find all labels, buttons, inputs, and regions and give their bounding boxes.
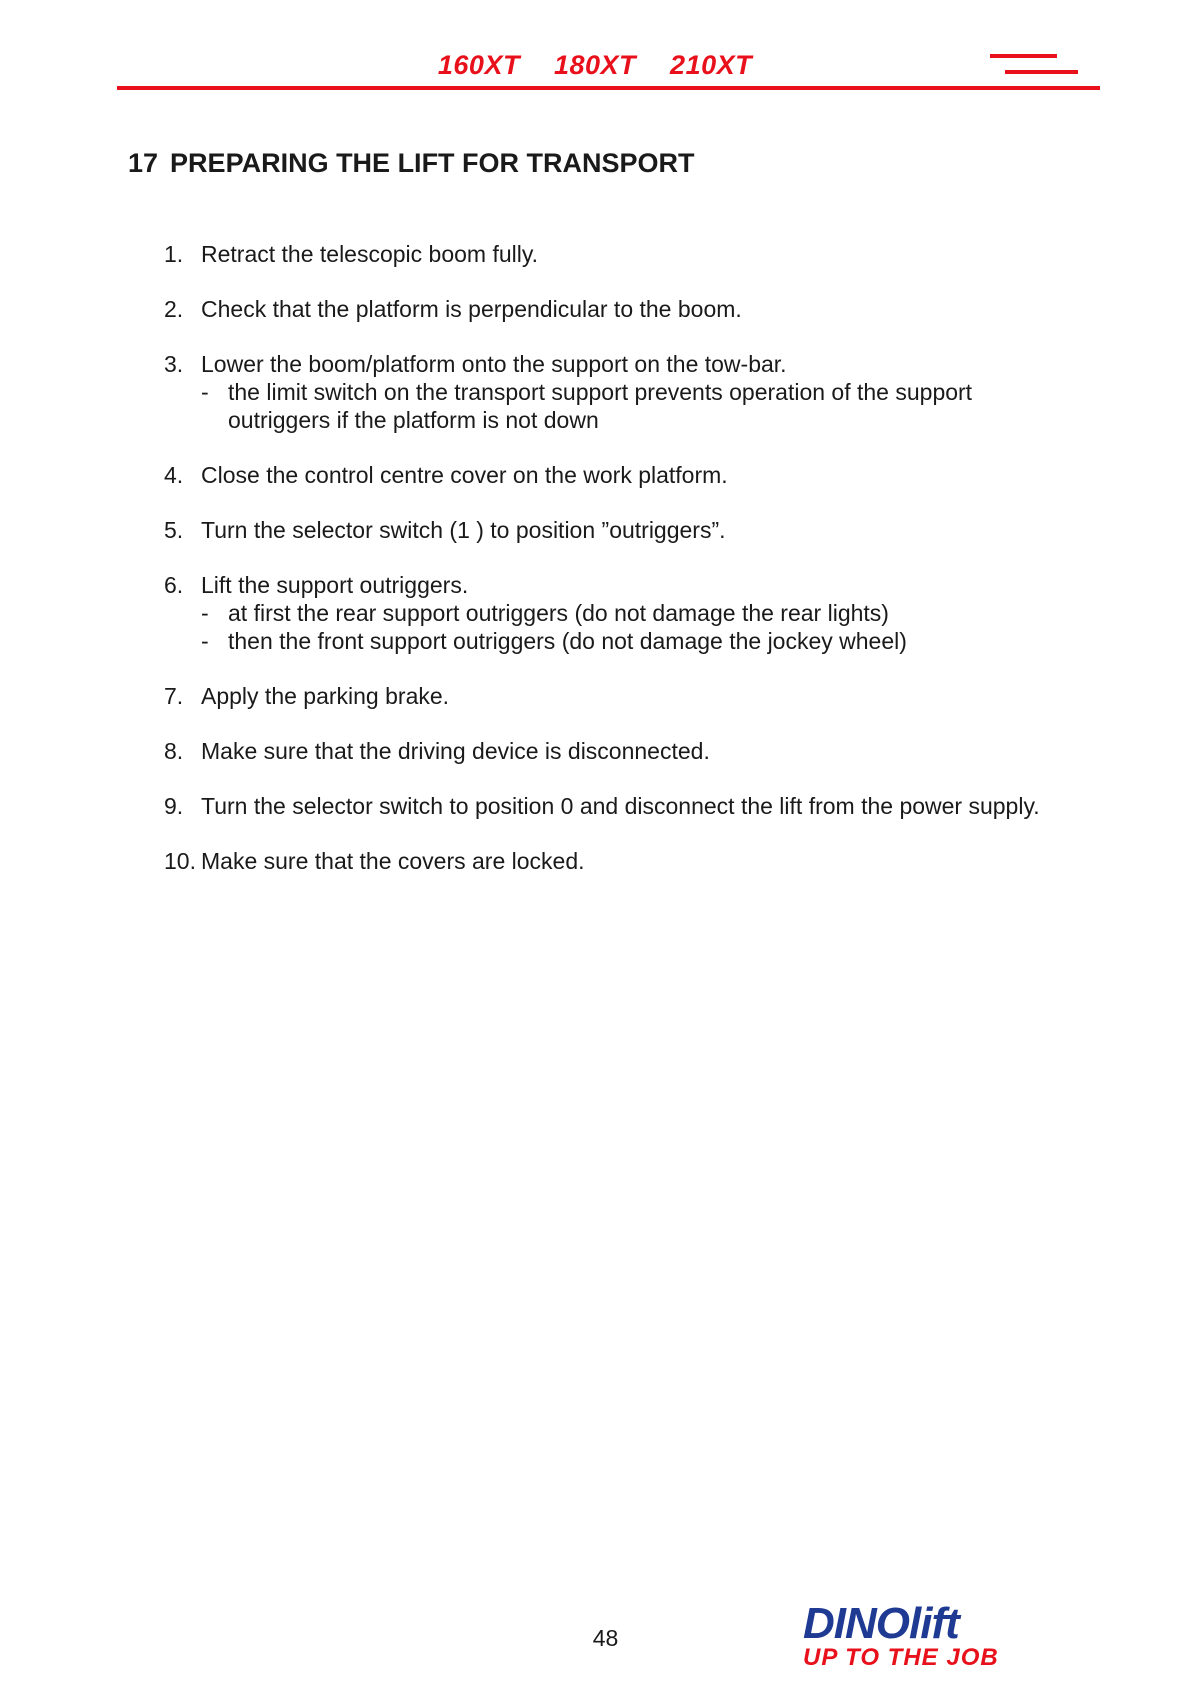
step-text: Retract the telescopic boom fully. [201, 241, 539, 267]
section-number: 17 [128, 148, 159, 178]
step-number: 9. [164, 793, 184, 819]
step-number: 10. [164, 848, 196, 874]
step-item [164, 571, 1064, 655]
step-sub-text: then the front support outriggers (do not damage the jockey wheel) [228, 628, 907, 654]
model-label: 210XT [670, 50, 753, 80]
step-sub-text: at first the rear support outriggers (do not damage the rear lights) [228, 600, 889, 626]
step-number: 4. [164, 462, 184, 488]
section-title [128, 148, 695, 179]
bullet-dash: - [201, 379, 209, 405]
step-text: Lower the boom/platform onto the support on the tow-bar. [201, 351, 787, 377]
step-text: Lift the support outriggers. [201, 572, 469, 598]
page-number: 48 [592, 1625, 619, 1651]
step-sub-item [201, 378, 1064, 434]
step-number: 7. [164, 683, 184, 709]
step-text: Turn the selector switch (1 ) to position ”outriggers”. [201, 517, 726, 543]
logo-tagline: UP TO THE JOB [803, 1644, 999, 1671]
step-text: Apply the parking brake. [201, 683, 450, 709]
step-number: 1. [164, 241, 184, 267]
brand-logo [803, 1599, 1013, 1671]
model-label: 180XT [553, 50, 637, 80]
step-text: Check that the platform is perpendicular to the boom. [201, 296, 742, 322]
step-item [164, 847, 1064, 875]
step-text: Turn the selector switch to position 0 and disconnect the lift from the power supply. [201, 793, 1040, 819]
step-number: 8. [164, 738, 184, 764]
step-number: 5. [164, 517, 184, 543]
step-text: Close the control centre cover on the work platform. [201, 462, 728, 488]
logo-name: DINOlift [803, 1599, 959, 1648]
step-number: 6. [164, 572, 184, 598]
step-item [164, 792, 1064, 820]
step-text: Make sure that the driving device is disconnected. [201, 738, 710, 764]
header-decoration-line [990, 54, 1057, 58]
step-item [164, 461, 1064, 489]
section-title-text: PREPARING THE LIFT FOR TRANSPORT [170, 148, 695, 178]
header-decoration-line [1005, 70, 1078, 74]
bullet-dash: - [201, 600, 209, 626]
header-rule [117, 86, 1100, 90]
bullet-dash: - [201, 628, 209, 654]
step-item [164, 350, 1064, 434]
step-item [164, 682, 1064, 710]
step-text: Make sure that the covers are locked. [201, 848, 585, 874]
steps-list [164, 240, 1064, 902]
step-sub-text: the limit switch on the transport support prevents operation of the support outriggers if the platform is not down [228, 379, 973, 433]
step-sub-item [201, 599, 1064, 627]
step-item [164, 295, 1064, 323]
model-label: 160XT [437, 50, 520, 80]
step-sub-item [201, 627, 1064, 655]
step-number: 3. [164, 351, 184, 377]
step-item [164, 240, 1064, 268]
step-item [164, 516, 1064, 544]
step-number: 2. [164, 296, 184, 322]
step-item [164, 737, 1064, 765]
